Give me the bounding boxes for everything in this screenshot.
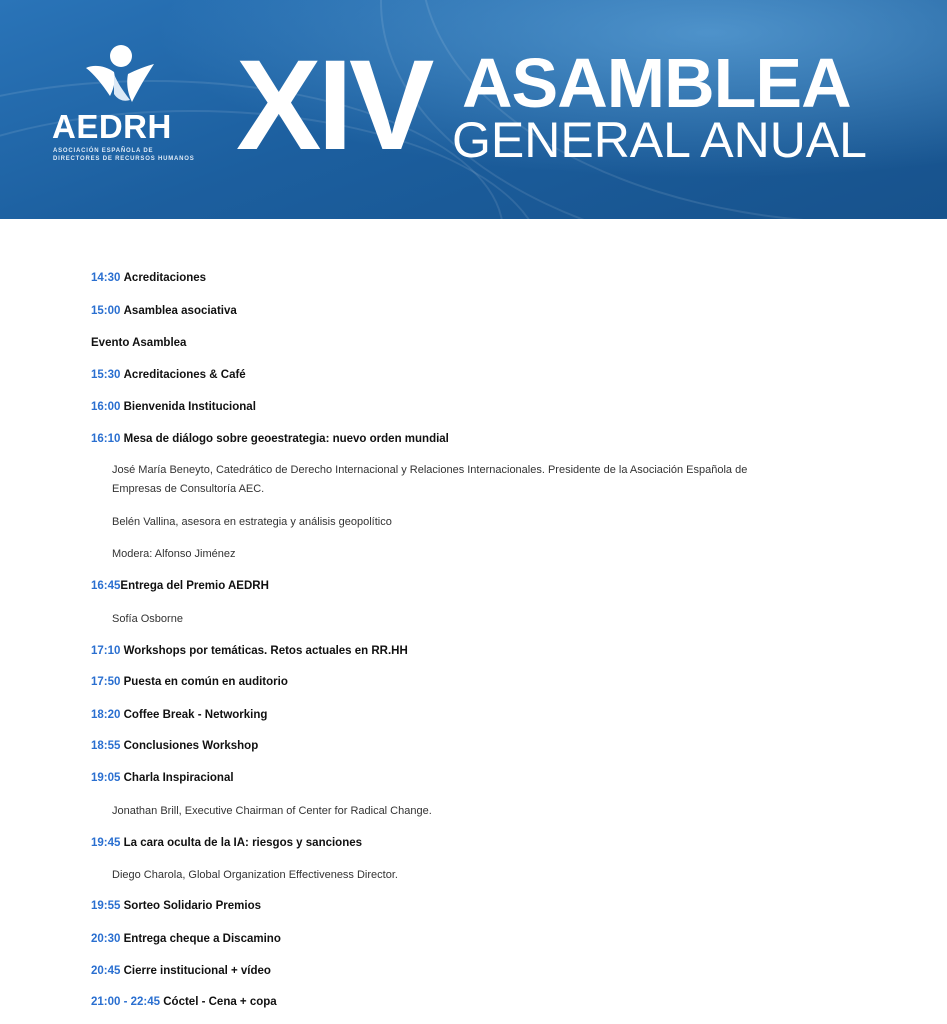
- moderator-detail: Modera: Alfonso Jiménez: [112, 548, 236, 560]
- logo-subtitle-line1: ASOCIACIÓN ESPAÑOLA DE: [53, 148, 154, 154]
- agenda-item: [91, 578, 269, 594]
- agenda-time: 16:45: [91, 580, 121, 592]
- agenda-time: 16:10: [91, 433, 121, 445]
- agenda-item: [91, 963, 271, 979]
- agenda-label: Bienvenida Institucional: [123, 401, 256, 413]
- agenda-label: Charla Inspiracional: [123, 772, 234, 784]
- agenda-item: [91, 674, 288, 690]
- logo-wordmark: AEDRH: [52, 108, 172, 145]
- agenda-item: [91, 335, 186, 351]
- speaker-detail: Sofía Osborne: [112, 613, 183, 625]
- agenda-item: [91, 738, 258, 754]
- agenda-label: Sorteo Solidario Premios: [123, 900, 262, 912]
- agenda-item: [91, 931, 281, 947]
- agenda-item: [91, 303, 237, 319]
- agenda-item: [91, 770, 234, 786]
- agenda-label: Asamblea asociativa: [123, 305, 237, 317]
- edition-numeral: XIV: [236, 34, 431, 177]
- agenda-item: [91, 994, 277, 1010]
- title-general-anual: GENERAL ANUAL: [452, 112, 867, 168]
- agenda-label: Cierre institucional + vídeo: [123, 965, 271, 977]
- agenda-label: Workshops por temáticas. Retos actuales en RR.HH: [123, 645, 408, 657]
- agenda-label: La cara oculta de la IA: riesgos y sanciones: [123, 837, 363, 849]
- agenda-time: 21:00 - 22:45: [91, 996, 161, 1008]
- agenda-item: [91, 431, 449, 447]
- agenda-time: 17:50: [91, 676, 121, 688]
- agenda-item: [91, 835, 362, 851]
- agenda-time: 18:20: [91, 709, 121, 721]
- speaker-detail: Jonathan Brill, Executive Chairman of Center for Radical Change.: [112, 805, 432, 817]
- agenda-label: Evento Asamblea: [91, 337, 187, 349]
- agenda-time: 15:00: [91, 305, 121, 317]
- agenda-item: [91, 367, 246, 383]
- agenda-label: Mesa de diálogo sobre geoestrategia: nuevo orden mundial: [123, 433, 449, 445]
- agenda-time: 17:10: [91, 645, 121, 657]
- agenda-time: 19:55: [91, 900, 121, 912]
- agenda-time: 18:55: [91, 740, 121, 752]
- agenda-time: 19:45: [91, 837, 121, 849]
- speaker-detail: José María Beneyto, Catedrático de Derecho Internacional y Relaciones Internacionales. Presidente de la Asociación Española de: [112, 464, 748, 476]
- agenda-label: Acreditaciones: [123, 272, 207, 284]
- agenda-item: [91, 399, 256, 415]
- agenda-label: Conclusiones Workshop: [123, 740, 259, 752]
- agenda-item: [91, 707, 267, 723]
- agenda-label: Cóctel - Cena + copa: [163, 996, 277, 1008]
- agenda-label: Coffee Break - Networking: [123, 709, 268, 721]
- agenda-label: Entrega del Premio AEDRH: [120, 580, 269, 592]
- title-asamblea: ASAMBLEA: [462, 44, 851, 122]
- agenda-label: Acreditaciones & Café: [123, 369, 246, 381]
- agenda-time: 14:30: [91, 272, 121, 284]
- speaker-detail: Belén Vallina, asesora en estrategia y análisis geopolítico: [112, 516, 392, 528]
- aedrh-logo: [50, 44, 200, 169]
- agenda-time: 15:30: [91, 369, 121, 381]
- agenda-time: 20:45: [91, 965, 121, 977]
- speaker-detail: Diego Charola, Global Organization Effectiveness Director.: [112, 869, 398, 881]
- agenda-label: Entrega cheque a Discamino: [123, 933, 281, 945]
- agenda-item: [91, 898, 261, 914]
- agenda-time: 19:05: [91, 772, 121, 784]
- agenda-label: Puesta en común en auditorio: [123, 676, 288, 688]
- agenda-item: [91, 643, 408, 659]
- people-logo-icon: [80, 44, 160, 108]
- logo-subtitle-line2: DIRECTORES DE RECURSOS HUMANOS: [53, 156, 195, 162]
- speaker-detail-continued: Empresas de Consultoría AEC.: [112, 483, 265, 495]
- agenda-time: 16:00: [91, 401, 121, 413]
- agenda-time: 20:30: [91, 933, 121, 945]
- event-banner: [0, 0, 947, 219]
- agenda-item: [91, 270, 206, 286]
